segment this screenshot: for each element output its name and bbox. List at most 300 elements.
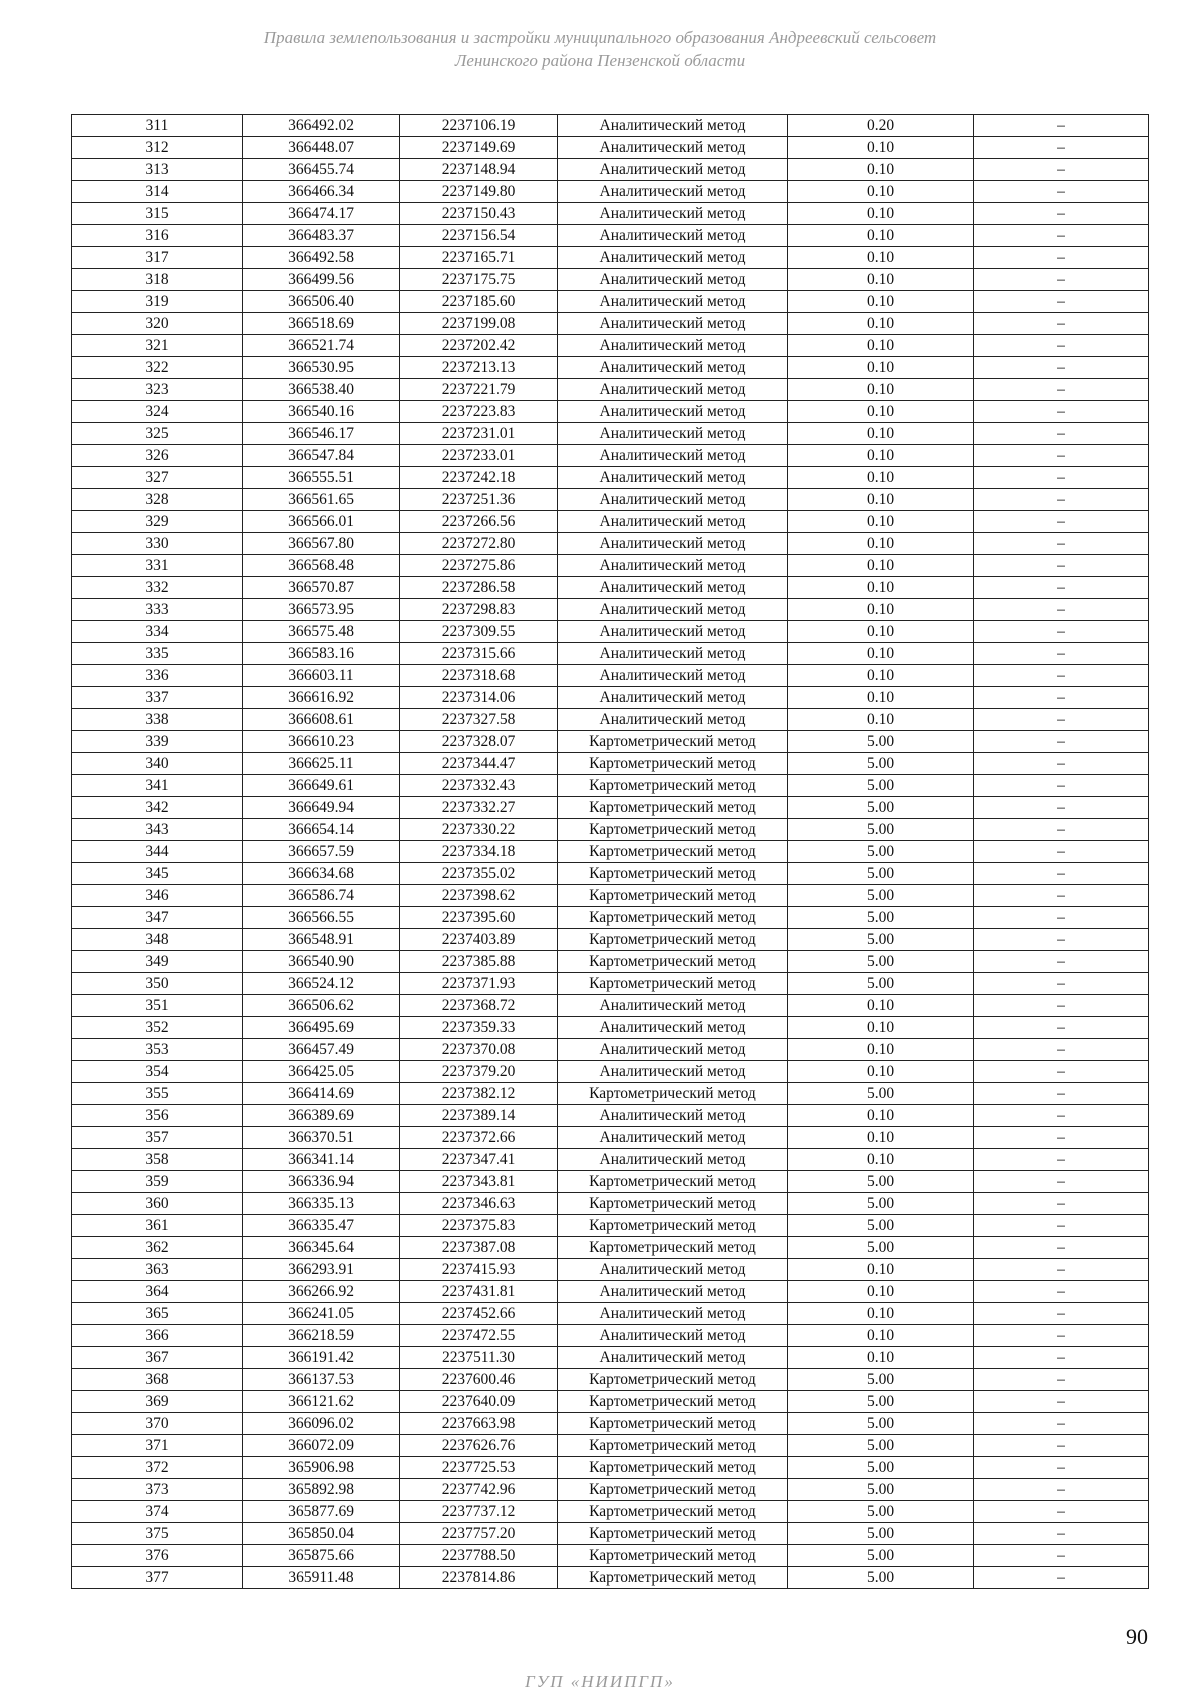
y-coordinate-cell: 2237242.18 xyxy=(400,467,558,489)
note-cell: – xyxy=(974,181,1149,203)
accuracy-cell: 0.20 xyxy=(788,115,974,137)
y-coordinate-cell: 2237379.20 xyxy=(400,1061,558,1083)
table-row xyxy=(72,621,1149,643)
note-cell: – xyxy=(974,863,1149,885)
note-cell: – xyxy=(974,137,1149,159)
method-cell: Картометрический метод xyxy=(558,1237,788,1259)
x-coordinate-cell: 366568.48 xyxy=(243,555,400,577)
table-row xyxy=(72,1017,1149,1039)
y-coordinate-cell: 2237355.02 xyxy=(400,863,558,885)
table-row xyxy=(72,1545,1149,1567)
note-cell: – xyxy=(974,1567,1149,1589)
method-cell: Картометрический метод xyxy=(558,775,788,797)
y-coordinate-cell: 2237398.62 xyxy=(400,885,558,907)
y-coordinate-cell: 2237375.83 xyxy=(400,1215,558,1237)
y-coordinate-cell: 2237309.55 xyxy=(400,621,558,643)
accuracy-cell: 5.00 xyxy=(788,885,974,907)
table-row xyxy=(72,1149,1149,1171)
x-coordinate-cell: 366191.42 xyxy=(243,1347,400,1369)
point-number-cell: 342 xyxy=(72,797,243,819)
y-coordinate-cell: 2237359.33 xyxy=(400,1017,558,1039)
method-cell: Аналитический метод xyxy=(558,511,788,533)
x-coordinate-cell: 366495.69 xyxy=(243,1017,400,1039)
method-cell: Картометрический метод xyxy=(558,1479,788,1501)
method-cell: Картометрический метод xyxy=(558,929,788,951)
y-coordinate-cell: 2237251.36 xyxy=(400,489,558,511)
method-cell: Аналитический метод xyxy=(558,225,788,247)
table-row xyxy=(72,313,1149,335)
y-coordinate-cell: 2237148.94 xyxy=(400,159,558,181)
method-cell: Аналитический метод xyxy=(558,1105,788,1127)
note-cell: – xyxy=(974,753,1149,775)
method-cell: Картометрический метод xyxy=(558,1457,788,1479)
y-coordinate-cell: 2237275.86 xyxy=(400,555,558,577)
x-coordinate-cell: 366266.92 xyxy=(243,1281,400,1303)
note-cell: – xyxy=(974,797,1149,819)
point-number-cell: 349 xyxy=(72,951,243,973)
note-cell: – xyxy=(974,907,1149,929)
table-row xyxy=(72,819,1149,841)
accuracy-cell: 0.10 xyxy=(788,247,974,269)
header-line-2: Ленинского района Пензенской области xyxy=(454,51,746,70)
x-coordinate-cell: 365906.98 xyxy=(243,1457,400,1479)
accuracy-cell: 5.00 xyxy=(788,1171,974,1193)
accuracy-cell: 0.10 xyxy=(788,1127,974,1149)
point-number-cell: 352 xyxy=(72,1017,243,1039)
method-cell: Картометрический метод xyxy=(558,1413,788,1435)
note-cell: – xyxy=(974,1061,1149,1083)
method-cell: Аналитический метод xyxy=(558,115,788,137)
y-coordinate-cell: 2237165.71 xyxy=(400,247,558,269)
y-coordinate-cell: 2237385.88 xyxy=(400,951,558,973)
accuracy-cell: 0.10 xyxy=(788,577,974,599)
x-coordinate-cell: 366474.17 xyxy=(243,203,400,225)
table-row xyxy=(72,885,1149,907)
y-coordinate-cell: 2237346.63 xyxy=(400,1193,558,1215)
method-cell: Картометрический метод xyxy=(558,1083,788,1105)
table-body xyxy=(72,115,1149,1589)
point-number-cell: 361 xyxy=(72,1215,243,1237)
point-number-cell: 322 xyxy=(72,357,243,379)
x-coordinate-cell: 366345.64 xyxy=(243,1237,400,1259)
y-coordinate-cell: 2237389.14 xyxy=(400,1105,558,1127)
table-row xyxy=(72,731,1149,753)
x-coordinate-cell: 366570.87 xyxy=(243,577,400,599)
accuracy-cell: 5.00 xyxy=(788,731,974,753)
method-cell: Картометрический метод xyxy=(558,1545,788,1567)
note-cell: – xyxy=(974,467,1149,489)
table-row xyxy=(72,1193,1149,1215)
y-coordinate-cell: 2237314.06 xyxy=(400,687,558,709)
note-cell: – xyxy=(974,1237,1149,1259)
point-number-cell: 318 xyxy=(72,269,243,291)
point-number-cell: 346 xyxy=(72,885,243,907)
table-row xyxy=(72,665,1149,687)
x-coordinate-cell: 366538.40 xyxy=(243,379,400,401)
y-coordinate-cell: 2237452.66 xyxy=(400,1303,558,1325)
note-cell: – xyxy=(974,445,1149,467)
point-number-cell: 362 xyxy=(72,1237,243,1259)
point-number-cell: 360 xyxy=(72,1193,243,1215)
x-coordinate-cell: 366370.51 xyxy=(243,1127,400,1149)
table-row xyxy=(72,247,1149,269)
accuracy-cell: 0.10 xyxy=(788,225,974,247)
y-coordinate-cell: 2237156.54 xyxy=(400,225,558,247)
table-row xyxy=(72,181,1149,203)
note-cell: – xyxy=(974,203,1149,225)
y-coordinate-cell: 2237149.69 xyxy=(400,137,558,159)
point-number-cell: 370 xyxy=(72,1413,243,1435)
method-cell: Аналитический метод xyxy=(558,995,788,1017)
y-coordinate-cell: 2237150.43 xyxy=(400,203,558,225)
point-number-cell: 356 xyxy=(72,1105,243,1127)
point-number-cell: 321 xyxy=(72,335,243,357)
accuracy-cell: 5.00 xyxy=(788,1237,974,1259)
accuracy-cell: 5.00 xyxy=(788,973,974,995)
note-cell: – xyxy=(974,643,1149,665)
accuracy-cell: 5.00 xyxy=(788,1545,974,1567)
point-number-cell: 350 xyxy=(72,973,243,995)
y-coordinate-cell: 2237332.43 xyxy=(400,775,558,797)
note-cell: – xyxy=(974,599,1149,621)
x-coordinate-cell: 366521.74 xyxy=(243,335,400,357)
y-coordinate-cell: 2237106.19 xyxy=(400,115,558,137)
note-cell: – xyxy=(974,1369,1149,1391)
table-row xyxy=(72,1347,1149,1369)
x-coordinate-cell: 366567.80 xyxy=(243,533,400,555)
note-cell: – xyxy=(974,775,1149,797)
note-cell: – xyxy=(974,885,1149,907)
coordinates-table xyxy=(71,114,1149,1589)
note-cell: – xyxy=(974,1325,1149,1347)
x-coordinate-cell: 365877.69 xyxy=(243,1501,400,1523)
note-cell: – xyxy=(974,511,1149,533)
accuracy-cell: 5.00 xyxy=(788,1435,974,1457)
x-coordinate-cell: 366555.51 xyxy=(243,467,400,489)
method-cell: Картометрический метод xyxy=(558,753,788,775)
note-cell: – xyxy=(974,115,1149,137)
point-number-cell: 344 xyxy=(72,841,243,863)
point-number-cell: 367 xyxy=(72,1347,243,1369)
x-coordinate-cell: 366335.47 xyxy=(243,1215,400,1237)
method-cell: Аналитический метод xyxy=(558,1347,788,1369)
y-coordinate-cell: 2237372.66 xyxy=(400,1127,558,1149)
accuracy-cell: 0.10 xyxy=(788,203,974,225)
point-number-cell: 315 xyxy=(72,203,243,225)
y-coordinate-cell: 2237737.12 xyxy=(400,1501,558,1523)
method-cell: Аналитический метод xyxy=(558,643,788,665)
accuracy-cell: 0.10 xyxy=(788,687,974,709)
note-cell: – xyxy=(974,841,1149,863)
y-coordinate-cell: 2237370.08 xyxy=(400,1039,558,1061)
point-number-cell: 377 xyxy=(72,1567,243,1589)
note-cell: – xyxy=(974,577,1149,599)
page-footer: ГУП «НИИПГП» xyxy=(525,1672,675,1691)
point-number-cell: 311 xyxy=(72,115,243,137)
accuracy-cell: 0.10 xyxy=(788,137,974,159)
accuracy-cell: 0.10 xyxy=(788,1149,974,1171)
table-row xyxy=(72,1105,1149,1127)
accuracy-cell: 5.00 xyxy=(788,819,974,841)
x-coordinate-cell: 366546.17 xyxy=(243,423,400,445)
x-coordinate-cell: 366561.65 xyxy=(243,489,400,511)
point-number-cell: 333 xyxy=(72,599,243,621)
point-number-cell: 312 xyxy=(72,137,243,159)
y-coordinate-cell: 2237202.42 xyxy=(400,335,558,357)
note-cell: – xyxy=(974,709,1149,731)
x-coordinate-cell: 365911.48 xyxy=(243,1567,400,1589)
y-coordinate-cell: 2237175.75 xyxy=(400,269,558,291)
accuracy-cell: 0.10 xyxy=(788,621,974,643)
table-row xyxy=(72,1413,1149,1435)
note-cell: – xyxy=(974,1039,1149,1061)
y-coordinate-cell: 2237814.86 xyxy=(400,1567,558,1589)
accuracy-cell: 5.00 xyxy=(788,1501,974,1523)
method-cell: Аналитический метод xyxy=(558,467,788,489)
point-number-cell: 332 xyxy=(72,577,243,599)
method-cell: Аналитический метод xyxy=(558,1061,788,1083)
y-coordinate-cell: 2237403.89 xyxy=(400,929,558,951)
point-number-cell: 365 xyxy=(72,1303,243,1325)
table-row xyxy=(72,841,1149,863)
table-row xyxy=(72,533,1149,555)
point-number-cell: 331 xyxy=(72,555,243,577)
note-cell: – xyxy=(974,1259,1149,1281)
method-cell: Аналитический метод xyxy=(558,291,788,313)
y-coordinate-cell: 2237223.83 xyxy=(400,401,558,423)
x-coordinate-cell: 365875.66 xyxy=(243,1545,400,1567)
table-row xyxy=(72,577,1149,599)
y-coordinate-cell: 2237266.56 xyxy=(400,511,558,533)
table-row xyxy=(72,401,1149,423)
y-coordinate-cell: 2237511.30 xyxy=(400,1347,558,1369)
x-coordinate-cell: 366499.56 xyxy=(243,269,400,291)
table-row xyxy=(72,1039,1149,1061)
note-cell: – xyxy=(974,1391,1149,1413)
table-row xyxy=(72,291,1149,313)
y-coordinate-cell: 2237640.09 xyxy=(400,1391,558,1413)
x-coordinate-cell: 366586.74 xyxy=(243,885,400,907)
method-cell: Аналитический метод xyxy=(558,1039,788,1061)
table-row xyxy=(72,1391,1149,1413)
accuracy-cell: 0.10 xyxy=(788,401,974,423)
x-coordinate-cell: 366547.84 xyxy=(243,445,400,467)
accuracy-cell: 5.00 xyxy=(788,797,974,819)
method-cell: Аналитический метод xyxy=(558,687,788,709)
point-number-cell: 328 xyxy=(72,489,243,511)
point-number-cell: 317 xyxy=(72,247,243,269)
note-cell: – xyxy=(974,1523,1149,1545)
method-cell: Картометрический метод xyxy=(558,951,788,973)
note-cell: – xyxy=(974,225,1149,247)
point-number-cell: 358 xyxy=(72,1149,243,1171)
method-cell: Картометрический метод xyxy=(558,1567,788,1589)
point-number-cell: 313 xyxy=(72,159,243,181)
y-coordinate-cell: 2237742.96 xyxy=(400,1479,558,1501)
table-row xyxy=(72,511,1149,533)
method-cell: Картометрический метод xyxy=(558,1369,788,1391)
point-number-cell: 368 xyxy=(72,1369,243,1391)
point-number-cell: 359 xyxy=(72,1171,243,1193)
note-cell: – xyxy=(974,1501,1149,1523)
method-cell: Картометрический метод xyxy=(558,841,788,863)
x-coordinate-cell: 366518.69 xyxy=(243,313,400,335)
note-cell: – xyxy=(974,379,1149,401)
note-cell: – xyxy=(974,1215,1149,1237)
point-number-cell: 323 xyxy=(72,379,243,401)
accuracy-cell: 0.10 xyxy=(788,511,974,533)
note-cell: – xyxy=(974,269,1149,291)
x-coordinate-cell: 366425.05 xyxy=(243,1061,400,1083)
accuracy-cell: 5.00 xyxy=(788,1369,974,1391)
table-row xyxy=(72,1457,1149,1479)
point-number-cell: 339 xyxy=(72,731,243,753)
point-number-cell: 372 xyxy=(72,1457,243,1479)
point-number-cell: 336 xyxy=(72,665,243,687)
y-coordinate-cell: 2237298.83 xyxy=(400,599,558,621)
x-coordinate-cell: 366616.92 xyxy=(243,687,400,709)
table-row xyxy=(72,907,1149,929)
method-cell: Аналитический метод xyxy=(558,577,788,599)
y-coordinate-cell: 2237272.80 xyxy=(400,533,558,555)
point-number-cell: 319 xyxy=(72,291,243,313)
accuracy-cell: 0.10 xyxy=(788,1281,974,1303)
table-row xyxy=(72,555,1149,577)
table-row xyxy=(72,1325,1149,1347)
table-row xyxy=(72,159,1149,181)
accuracy-cell: 5.00 xyxy=(788,1391,974,1413)
table-row xyxy=(72,1237,1149,1259)
y-coordinate-cell: 2237344.47 xyxy=(400,753,558,775)
y-coordinate-cell: 2237415.93 xyxy=(400,1259,558,1281)
point-number-cell: 363 xyxy=(72,1259,243,1281)
table-row xyxy=(72,225,1149,247)
x-coordinate-cell: 366625.11 xyxy=(243,753,400,775)
point-number-cell: 316 xyxy=(72,225,243,247)
point-number-cell: 329 xyxy=(72,511,243,533)
table-row xyxy=(72,775,1149,797)
method-cell: Аналитический метод xyxy=(558,555,788,577)
point-number-cell: 348 xyxy=(72,929,243,951)
x-coordinate-cell: 366241.05 xyxy=(243,1303,400,1325)
method-cell: Аналитический метод xyxy=(558,621,788,643)
x-coordinate-cell: 366389.69 xyxy=(243,1105,400,1127)
accuracy-cell: 0.10 xyxy=(788,1347,974,1369)
point-number-cell: 314 xyxy=(72,181,243,203)
x-coordinate-cell: 366657.59 xyxy=(243,841,400,863)
y-coordinate-cell: 2237382.12 xyxy=(400,1083,558,1105)
y-coordinate-cell: 2237788.50 xyxy=(400,1545,558,1567)
x-coordinate-cell: 366524.12 xyxy=(243,973,400,995)
y-coordinate-cell: 2237600.46 xyxy=(400,1369,558,1391)
y-coordinate-cell: 2237327.58 xyxy=(400,709,558,731)
note-cell: – xyxy=(974,1545,1149,1567)
note-cell: – xyxy=(974,819,1149,841)
table-row xyxy=(72,423,1149,445)
note-cell: – xyxy=(974,1479,1149,1501)
accuracy-cell: 0.10 xyxy=(788,995,974,1017)
table-row xyxy=(72,1567,1149,1589)
table-row xyxy=(72,1259,1149,1281)
table-row xyxy=(72,137,1149,159)
accuracy-cell: 0.10 xyxy=(788,533,974,555)
accuracy-cell: 5.00 xyxy=(788,1193,974,1215)
accuracy-cell: 0.10 xyxy=(788,1259,974,1281)
y-coordinate-cell: 2237185.60 xyxy=(400,291,558,313)
method-cell: Аналитический метод xyxy=(558,1303,788,1325)
y-coordinate-cell: 2237330.22 xyxy=(400,819,558,841)
method-cell: Аналитический метод xyxy=(558,423,788,445)
x-coordinate-cell: 366492.02 xyxy=(243,115,400,137)
x-coordinate-cell: 366654.14 xyxy=(243,819,400,841)
accuracy-cell: 5.00 xyxy=(788,753,974,775)
note-cell: – xyxy=(974,1127,1149,1149)
table-row xyxy=(72,1061,1149,1083)
y-coordinate-cell: 2237347.41 xyxy=(400,1149,558,1171)
y-coordinate-cell: 2237315.66 xyxy=(400,643,558,665)
point-number-cell: 337 xyxy=(72,687,243,709)
table-row xyxy=(72,467,1149,489)
accuracy-cell: 0.10 xyxy=(788,357,974,379)
table-row xyxy=(72,445,1149,467)
y-coordinate-cell: 2237213.13 xyxy=(400,357,558,379)
accuracy-cell: 0.10 xyxy=(788,1061,974,1083)
x-coordinate-cell: 366540.16 xyxy=(243,401,400,423)
note-cell: – xyxy=(974,247,1149,269)
note-cell: – xyxy=(974,1435,1149,1457)
table-row xyxy=(72,357,1149,379)
table-row xyxy=(72,995,1149,1017)
note-cell: – xyxy=(974,995,1149,1017)
note-cell: – xyxy=(974,929,1149,951)
method-cell: Аналитический метод xyxy=(558,445,788,467)
point-number-cell: 325 xyxy=(72,423,243,445)
method-cell: Аналитический метод xyxy=(558,357,788,379)
point-number-cell: 357 xyxy=(72,1127,243,1149)
x-coordinate-cell: 366506.40 xyxy=(243,291,400,313)
point-number-cell: 334 xyxy=(72,621,243,643)
header-line-1: Правила землепользования и застройки муниципального образования Андреевский сельсовет xyxy=(263,28,937,47)
method-cell: Аналитический метод xyxy=(558,181,788,203)
method-cell: Аналитический метод xyxy=(558,1017,788,1039)
x-coordinate-cell: 365892.98 xyxy=(243,1479,400,1501)
table-row xyxy=(72,1303,1149,1325)
accuracy-cell: 0.10 xyxy=(788,555,974,577)
y-coordinate-cell: 2237368.72 xyxy=(400,995,558,1017)
accuracy-cell: 0.10 xyxy=(788,269,974,291)
x-coordinate-cell: 366530.95 xyxy=(243,357,400,379)
point-number-cell: 340 xyxy=(72,753,243,775)
table-row xyxy=(72,687,1149,709)
x-coordinate-cell: 366096.02 xyxy=(243,1413,400,1435)
page-header xyxy=(140,26,1060,72)
table-row xyxy=(72,1281,1149,1303)
table-row xyxy=(72,797,1149,819)
accuracy-cell: 5.00 xyxy=(788,775,974,797)
method-cell: Картометрический метод xyxy=(558,1215,788,1237)
y-coordinate-cell: 2237663.98 xyxy=(400,1413,558,1435)
x-coordinate-cell: 366492.58 xyxy=(243,247,400,269)
page-number: 90 xyxy=(1126,1624,1148,1649)
point-number-cell: 341 xyxy=(72,775,243,797)
note-cell: – xyxy=(974,621,1149,643)
x-coordinate-cell: 366610.23 xyxy=(243,731,400,753)
method-cell: Картометрический метод xyxy=(558,731,788,753)
method-cell: Аналитический метод xyxy=(558,489,788,511)
note-cell: – xyxy=(974,489,1149,511)
note-cell: – xyxy=(974,357,1149,379)
y-coordinate-cell: 2237332.27 xyxy=(400,797,558,819)
